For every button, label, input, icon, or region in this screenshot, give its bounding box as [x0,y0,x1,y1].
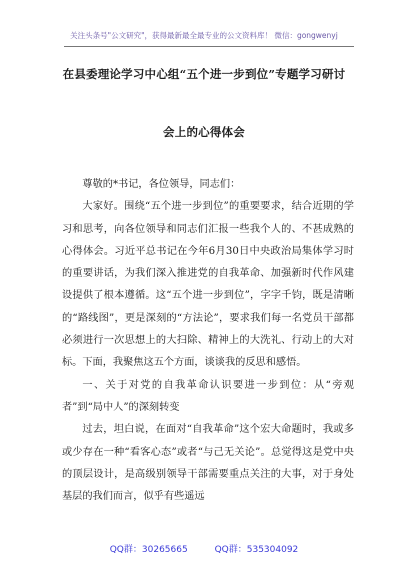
body-paragraph: 过去，坦白说，在面对“自我革命”这个宏大命题时，我或多或少存在一种“看客心态”或者“与己无关论”。总觉得这是党中央的顶层设计，是高级别领导干部需要重点关注的大事，对于身处基层的我们而言，似乎有些遥远 [62,424,354,503]
section-heading: 一、关于对党的自我革命认识要进一步到位：从“旁观者”到“局中人”的深刻转变 [62,379,354,413]
header-divider [64,46,354,47]
footer-contact [0,542,408,555]
document-title-line2: 会上的心得体会 [163,125,245,139]
document-title-line1: 在县委理论学习中心组“五个进一步到位”专题学习研讨 [62,67,346,81]
salutation: 尊敬的*书记，各位领导，同志们： [82,179,241,190]
footer-qq-group-2: QQ群：535304092 [214,545,299,555]
header-promo-note: 关注头条号"公文研究"，获得最新最全最专业的公文资料库！ 微信：gongwenyj [70,31,338,40]
footer-qq-group-1: QQ群：30265665 [109,545,188,555]
body-paragraph: 大家好。围绕“五个进一步到位”的重要要求，结合近期的学习和思考，向各位领导和同志们汇报一些我个人的、不甚成熟的心得体会。习近平总书记在今年6月30日中央政治局集体学习时的重要讲话，为我们深入推进党的自我革命、加强新时代作风建设提供了根本遵循。这“五个进一步到位”，字字千钧，既是清晰的“路线图”，更是深刻的“方法论”，要求我们每一名党员干部都必须进行一次思想上的大扫除、精神上的大洗礼、行动上的大对标。下面，我聚焦这五个方面，谈谈我的反思和感悟。 [62,201,354,369]
document-body [62,174,354,508]
